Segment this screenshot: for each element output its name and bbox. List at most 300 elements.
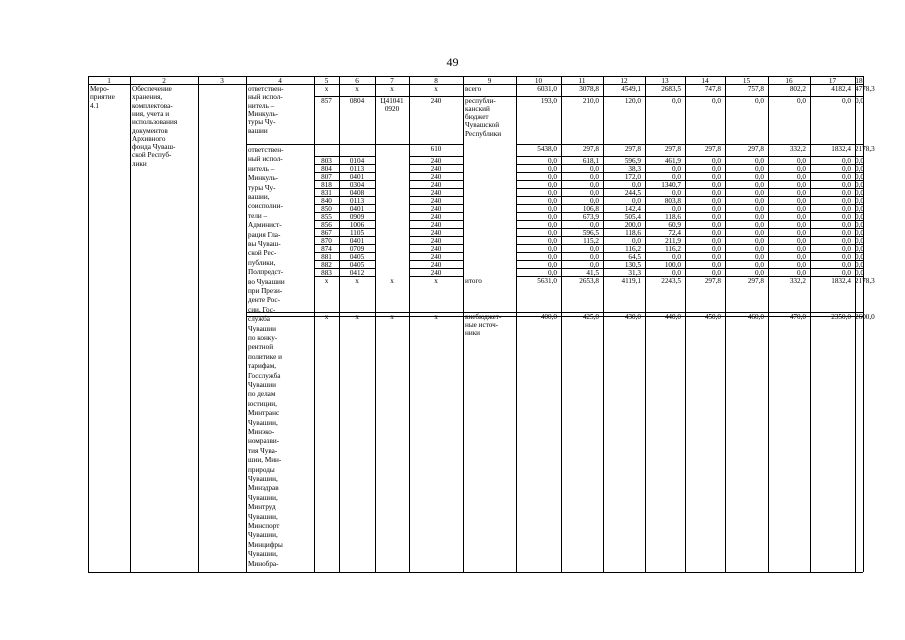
value-cell: 193,0 [540,96,557,105]
value-cell: 0,0 [755,204,764,213]
value-cell: 297,8 [624,144,641,153]
column-divider [339,76,340,572]
value-cell: 0,0 [797,180,806,189]
co-executor-line: номразви- [248,437,280,446]
cell-c8: 240 [430,260,442,269]
column-number: 2 [162,77,166,85]
value-cell: 0,0 [855,96,864,105]
co-executor-line: Полпредст- [248,268,284,277]
value-cell: 0,0 [548,188,557,197]
co-executor-line: Минтруд [248,503,276,512]
value-cell: 210,0 [582,96,599,105]
cell-c6: 0401 [349,204,365,213]
value-cell: 0,0 [548,260,557,269]
page-number: 49 [446,55,459,69]
value-cell: 297,8 [664,144,681,153]
value-cell: 618,1 [582,156,599,165]
value-cell: 0,0 [755,268,764,277]
cell-c7: x [390,312,394,321]
value-cell: 0,0 [548,164,557,173]
co-executor-line: Госслужба [248,371,281,380]
measure-description-line: использования [132,118,178,127]
source-label: ные источ- [465,320,499,329]
value-cell: 6031,0 [537,84,557,93]
value-cell: 0,0 [855,156,864,165]
value-cell: 0,0 [797,164,806,173]
value-cell: 0,0 [672,164,681,173]
value-cell: 115,2 [583,236,599,245]
value-cell: 116,2 [665,244,681,253]
value-cell: 211,9 [665,236,681,245]
value-cell: 0,0 [855,228,864,237]
co-executor-line: Чувашии [248,324,276,333]
value-cell: 0,0 [590,164,599,173]
value-cell: 0,0 [842,196,851,205]
value-cell: 2683,5 [661,84,681,93]
cell-c5: 807 [321,172,332,181]
measure-description-line: Архивного [132,134,166,143]
source-label: Республики [465,129,502,138]
value-cell: 0,0 [712,268,721,277]
co-executor-line: вы Чуваш- [248,240,281,248]
value-cell: 0,0 [712,204,721,213]
cell-c6: 0104 [349,156,365,165]
column-divider [246,76,247,572]
value-cell: 130,5 [624,260,641,269]
value-cell: 0,0 [797,188,806,197]
value-cell: 673,9 [582,212,599,221]
column-number: 11 [578,77,586,85]
value-cell: 5631,0 [537,276,557,285]
value-cell: 0,0 [548,228,557,237]
co-executor-line: Чувашии, [248,493,278,502]
value-cell: 440,0 [664,312,681,321]
value-cell: 0,0 [855,212,864,221]
value-cell: 0,0 [548,204,557,213]
value-cell: 0,0 [755,196,764,205]
co-executor-line: Минкуль- [248,174,279,183]
cell-c5: 882 [321,260,332,269]
value-cell: 297,8 [747,276,764,285]
executor-line: Минкуль- [248,109,279,118]
cell-c8: 240 [430,244,442,253]
co-executor-line: ответствен- [248,146,284,154]
executor-divider [246,144,314,145]
cell-c8: 240 [430,204,442,213]
value-cell: 0,0 [755,212,764,221]
cell-c5: 874 [321,244,332,253]
value-cell: 0,0 [672,204,681,213]
cell-c5: 867 [321,228,332,237]
cell-c8: x [434,276,438,285]
cell-c8: 240 [430,156,442,165]
co-executor-line: Минспорт [248,522,280,530]
value-cell: 803,8 [664,196,681,205]
cell-c7: x [390,276,394,285]
value-cell: 0,0 [855,244,864,253]
value-cell: 0,0 [797,212,806,221]
cell-c8: 240 [430,164,442,173]
source-label: внебюджет- [465,312,502,321]
source-label: всего [465,84,482,93]
column-number: 4 [278,77,282,85]
value-cell: 0,0 [672,96,681,105]
column-number: 8 [434,77,438,85]
value-cell: 0,0 [842,172,851,181]
value-cell: 0,0 [548,244,557,253]
value-cell: 0,0 [797,156,806,165]
cell-c6: 0304 [349,180,365,189]
value-cell: 0,0 [712,260,721,269]
value-cell: 0,0 [855,188,864,197]
cell-c6: 0408 [349,188,365,197]
value-cell: 41,5 [586,268,599,277]
co-executor-line: Минтранс [248,409,280,418]
value-cell: 244,5 [624,188,641,197]
value-cell: 0,0 [755,188,764,197]
column-number: 6 [355,77,359,85]
co-executor-line: юстиции, [248,399,277,408]
co-executor-line: служба [248,315,270,324]
value-cell: 0,0 [632,180,641,189]
cell-c7: Ц41041 [380,96,404,105]
value-cell: 106,8 [582,204,599,213]
value-cell: 0,0 [842,244,851,253]
value-cell: 0,0 [797,268,806,277]
value-cell: 757,8 [747,84,764,93]
column-number: 12 [620,77,628,85]
value-cell: 116,2 [625,244,641,253]
value-cell: 400,0 [540,312,557,321]
cell-c5: 840 [321,196,332,205]
executor-line: вашии [248,126,268,135]
value-cell: 4778,3 [855,84,875,93]
value-cell: 0,0 [548,236,557,245]
column-number: 14 [701,77,709,85]
value-cell: 0,0 [855,172,864,181]
cell-c8: x [434,84,438,93]
value-cell: 0,0 [548,220,557,229]
column-number: 7 [390,77,394,85]
co-executor-line: Минобра- [248,559,279,568]
cell-c8: x [434,312,438,321]
source-label: итого [465,276,482,285]
value-cell: 0,0 [548,268,557,277]
source-label: ники [465,329,481,338]
co-executor-line: Админист- [248,221,282,230]
co-executor-line: Минэко- [248,428,275,436]
value-cell: 0,0 [797,228,806,237]
cell-c6: 0113 [349,164,365,173]
value-cell: 460,0 [747,312,764,321]
value-cell: 2178,3 [855,144,875,153]
value-cell: 142,4 [624,204,641,213]
value-cell: 0,0 [842,268,851,277]
column-number: 17 [828,77,837,85]
budget-table [88,76,875,572]
column-number: 10 [534,77,543,85]
cell-c8: 240 [430,212,442,221]
value-cell: 0,0 [797,220,806,229]
value-cell: 31,3 [628,268,641,277]
column-number: 5 [324,77,329,85]
executor-line: ответствен- [248,85,284,93]
cell-c8: 240 [430,220,442,229]
co-executor-line: по конку- [248,334,278,342]
value-cell: 0,0 [712,96,721,105]
value-cell: 0,0 [842,204,851,213]
executor-line: туры Чу- [248,118,276,127]
cell-c8: 240 [430,252,442,261]
value-cell: 118,6 [665,212,681,221]
cell-c6: 0709 [349,244,365,253]
value-cell: 0,0 [755,252,764,261]
value-cell: 0,0 [842,260,851,269]
value-cell: 2600,0 [855,312,875,321]
value-cell: 120,0 [624,96,641,105]
cell-c6: x [355,84,359,93]
value-cell: 0,0 [712,236,721,245]
value-cell: 0,0 [590,172,599,181]
value-cell: 0,0 [712,212,721,221]
co-executor-line: сии, Гос- [248,305,276,314]
cell-c8: 240 [430,228,442,237]
value-cell: 0,0 [672,268,681,277]
column-number: 16 [785,77,793,85]
value-cell: 0,0 [797,96,806,105]
co-executor-line: Минцифры [248,540,283,549]
value-cell: 0,0 [712,196,721,205]
value-cell: 0,0 [797,204,806,213]
value-cell: 0,0 [590,244,599,253]
cell-c6: 1006 [349,220,365,229]
value-cell: 118,6 [625,228,641,237]
value-cell: 0,0 [548,252,557,261]
value-cell: 0,0 [755,220,764,229]
co-executor-line: денте Рос- [248,296,280,305]
value-cell: 4549,1 [621,84,641,93]
value-cell: 747,8 [704,84,721,93]
co-executor-line: Чувашии, [248,550,278,559]
column-divider [130,76,131,572]
cell-c8: 240 [430,236,442,245]
cell-c5: 883 [321,268,332,277]
cell-c5: 870 [321,236,332,245]
value-cell: 0,0 [842,180,851,189]
value-cell: 60,9 [668,220,681,229]
executor-line: ный испол- [248,93,283,102]
cell-c8: 240 [430,196,442,205]
value-cell: 0,0 [797,260,806,269]
value-cell: 0,0 [672,188,681,197]
cell-c6: 0804 [349,96,365,105]
value-cell: 0,0 [855,252,864,261]
value-cell: 2178,3 [855,276,875,285]
value-cell: 332,2 [789,144,806,153]
co-executor-line: рентной [248,343,274,352]
measure-description-line: комплектова- [132,101,173,110]
co-executor-line: по делам [248,390,276,399]
value-cell: 0,0 [855,196,864,205]
value-cell: 0,0 [755,156,764,165]
value-cell: 0,0 [842,236,851,245]
value-cell: 0,0 [797,244,806,253]
cell-c5: 804 [321,164,332,173]
table-side-border [88,76,89,572]
value-cell: 0,0 [842,164,851,173]
cell-c5: x [324,84,329,93]
cell-c6: 0405 [349,260,365,269]
value-cell: 802,2 [789,84,806,93]
value-cell: 0,0 [632,236,641,245]
value-cell: 425,0 [582,312,599,321]
value-cell: 0,0 [842,220,851,229]
value-cell: 38,3 [628,164,641,173]
cell-c5: 818 [321,180,332,189]
value-cell: 0,0 [672,172,681,181]
value-cell: 0,0 [755,180,764,189]
value-cell: 0,0 [712,220,721,229]
value-cell: 297,8 [582,144,599,153]
value-cell: 0,0 [842,156,851,165]
measure-description-line: документов [132,126,168,135]
cell-c5: x [324,276,329,285]
value-cell: 0,0 [842,96,851,105]
cell-c6: 0909 [349,212,365,221]
co-executor-line: тели – [248,211,268,220]
cell-c5: 850 [321,204,332,213]
co-executor-line: шии, Мин- [248,456,282,465]
co-executor-line: публики, [248,258,276,267]
value-cell: 0,0 [632,196,641,205]
value-cell: 505,4 [624,212,641,221]
value-cell: 0,0 [855,268,864,277]
cell-c6: 0401 [349,236,365,245]
source-label: Чувашской [465,121,500,130]
column-divider [375,76,376,572]
value-cell: 0,0 [755,164,764,173]
cell-c5: 856 [321,220,332,229]
value-cell: 0,0 [712,180,721,189]
value-cell: 0,0 [842,252,851,261]
measure-description-line: ния, учета и [132,109,170,118]
value-cell: 0,0 [842,188,851,197]
cell-c8: 240 [430,188,442,197]
value-cell: 0,0 [797,172,806,181]
value-cell: 0,0 [548,196,557,205]
value-cell: 297,8 [704,276,721,285]
value-cell: 0,0 [755,96,764,105]
co-executor-line: природы [248,465,275,474]
co-executor-line: Минздрав [248,484,279,493]
value-cell: 0,0 [755,260,764,269]
value-cell: 470,0 [789,312,806,321]
value-cell: 0,0 [712,164,721,173]
value-cell: 4119,1 [621,276,641,285]
value-cell: 596,5 [582,228,599,237]
value-cell: 0,0 [672,252,681,261]
value-cell: 0,0 [590,260,599,269]
value-cell: 0,0 [855,180,864,189]
cell-c6: 0401 [349,172,365,181]
value-cell: 0,0 [712,228,721,237]
co-executor-line: соисполни- [248,202,283,211]
co-executor-line: туры Чу- [248,183,276,192]
table-bottom-border [88,572,863,573]
co-executor-line: ный испол- [248,155,283,164]
measure-name-line: приятие [90,93,115,102]
measure-description-line: ской Респуб- [132,151,172,160]
value-cell: 0,0 [548,156,557,165]
value-cell: 0,0 [590,196,599,205]
co-executor-line: Чувашии, [248,418,278,427]
cell-c7: x [390,84,394,93]
value-cell: 2243,5 [661,276,681,285]
value-cell: 332,2 [789,276,806,285]
cell-c6: 1105 [349,228,365,237]
value-cell: 0,0 [712,156,721,165]
co-executor-line: Чувашии [248,381,276,389]
value-cell: 0,0 [855,204,864,213]
cell-c8: 240 [430,96,442,105]
value-cell: 0,0 [590,220,599,229]
value-cell: 461,9 [664,156,681,165]
value-cell: 0,0 [855,260,864,269]
value-cell: 0,0 [712,252,721,261]
column-number: 3 [220,77,224,85]
column-divider [314,76,315,572]
value-cell: 0,0 [797,196,806,205]
cell-c6: 0113 [349,196,365,205]
value-cell: 3078,8 [579,84,599,93]
source-label: республи- [465,96,496,105]
measure-name-line: Меро- [90,85,110,93]
column-number: 18 [855,77,863,85]
measure-description-line: лики [132,159,147,168]
column-number: 9 [487,77,492,85]
cell-c6: x [355,276,359,285]
column-divider [463,76,464,572]
value-cell: 72,4 [668,228,681,237]
value-cell: 0,0 [590,188,599,197]
measure-description-line: хранения, [132,93,163,102]
value-cell: 596,9 [624,156,641,165]
column-number: 13 [661,77,669,85]
value-cell: 0,0 [548,180,557,189]
value-cell: 0,0 [855,164,864,173]
cell-c5: 831 [321,188,332,197]
co-executor-line: политике и [248,352,282,361]
value-cell: 200,0 [624,220,641,229]
value-cell: 0,0 [590,180,599,189]
value-cell: 2653,8 [579,276,599,285]
co-executor-line: Чувашии, [248,531,278,540]
value-cell: 0,0 [590,252,599,261]
value-cell: 0,0 [842,228,851,237]
cell-c8: 240 [430,172,442,181]
co-executor-line: во Чувашии [248,277,285,286]
value-cell: 0,0 [755,244,764,253]
cell-c8: 240 [430,180,442,189]
column-number: 15 [742,77,751,85]
source-label: бюджет [465,113,489,122]
value-cell: 172,0 [624,172,641,181]
value-cell: 0,0 [548,172,557,181]
value-cell: 64,5 [628,252,641,261]
column-divider [198,76,199,572]
co-executor-line: при Прези- [248,287,283,295]
value-cell: 0,0 [855,236,864,245]
